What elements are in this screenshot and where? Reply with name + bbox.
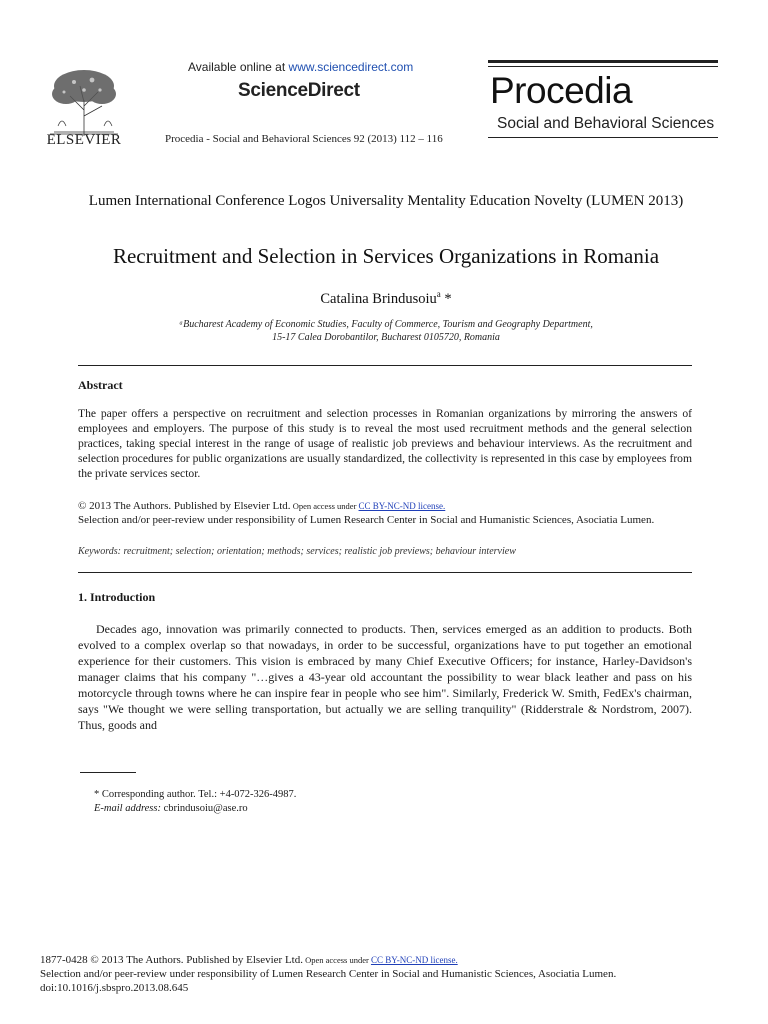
journal-citation: Procedia - Social and Behavioral Sciences 92 (2013) 112 – 116 [165,133,443,145]
footnote-rule [80,772,136,773]
sciencedirect-link[interactable]: www.sciencedirect.com [288,60,414,74]
sciencedirect-wordmark: ScienceDirect [238,80,360,101]
footnote-corresponding: * Corresponding author. Tel.: +4-072-326-4987. [94,789,297,800]
brand-bottom-rule [488,137,718,138]
affiliation [100,318,672,344]
journal-subtitle: Social and Behavioral Sciences [497,115,715,132]
abstract-top-rule [78,365,692,366]
paper-title: Recruitment and Selection in Services Organizations in Romania [112,244,660,268]
footer-copyright [40,954,458,966]
license-link[interactable]: CC BY-NC-ND license. [358,501,446,511]
brand-top-rule-thin [488,66,718,67]
open-access-text: Open access under [290,501,359,511]
keywords-bottom-rule [78,572,692,573]
author-name: Catalina Brindusoiu [320,290,437,307]
email-label: E-mail address: [94,803,161,814]
peer-review-line: Selection and/or peer-review under responsibility of Lumen Research Center in Social and Humanistic Sciences, Asociatia Lumen. [78,514,655,526]
brand-top-rule [488,60,718,63]
email-value: cbrindusoiu@ase.ro [160,803,248,814]
affiliation-line-2: 15-17 Calea Dorobantilor, Bucharest 0105720, Romania [272,332,500,343]
abstract-heading: Abstract [78,378,123,392]
conference-title: Lumen International Conference Logos Universality Mentality Education Novelty (LUMEN 2013) [88,193,684,209]
copyright-line [78,500,445,512]
affiliation-line-1: ᵃBucharest Academy of Economic Studies, Faculty of Commerce, Tourism and Geography Department, [179,319,593,330]
abstract-body: The paper offers a perspective on recruitment and selection processes in Romanian organizations by mirroring the answers of employees and employers. The purpose of this study is to reveal the most used recruitment methods and the general selection practices, taking special interest in the range of usage of realistic job previews and behaviour interviews. As the recruitment and selection procedures for public organizations are usually standardized, the collectivity is represented in this case by employees from the private services sector. [78,407,692,480]
footer-doi: doi:10.1016/j.sbspro.2013.08.645 [40,982,189,994]
introduction-body: Decades ago, innovation was primarily connected to products. Then, services emerged as an addition to products. Both evolved to a complex overlap so that nowadays, in order to be successful, organizations have to put together an emotional experience for their customers. This vision is embraced by many Chief Executive Officers; for instance, Harley-Davidson's manager claims that his company "…gives a 43-year old accountant the possibility to wear black leather and pass on his motorcycle through towns where he can inspire fear in people who see him". Similarly, Frederick W. Smith, FedEx's chairman, says "We thought we were selling transportation, but actually we are selling tranquility" (Ridderstrale & Nordstrom, 2007). Thus, goods and [78,622,692,732]
author [280,289,492,308]
available-prefix: Available online at [188,60,289,74]
section-heading-introduction: 1. Introduction [78,590,156,604]
keywords: Keywords: recruitment; selection; orientation; methods; services; realistic job previews; behaviour interview [78,546,516,557]
footer-issn: 1877-0428 © 2013 The Authors. Published by Elsevier Ltd. [40,954,303,966]
copyright-text: © 2013 The Authors. Published by Elsevier Ltd. [78,500,291,512]
available-online-line [188,60,413,74]
corresponding-mark: * [440,290,452,307]
procedia-wordmark: Procedia [490,70,633,111]
author-affiliation-mark: a [436,289,441,299]
footer-open-access: Open access under [302,955,371,965]
publisher-name: ELSEVIER [46,132,122,148]
footnote-email [94,803,248,814]
footer-peer-review: Selection and/or peer-review under responsibility of Lumen Research Center in Social and Humanistic Sciences, Asociatia Lumen. [40,968,617,980]
footer-license-link[interactable]: CC BY-NC-ND license. [370,955,458,965]
